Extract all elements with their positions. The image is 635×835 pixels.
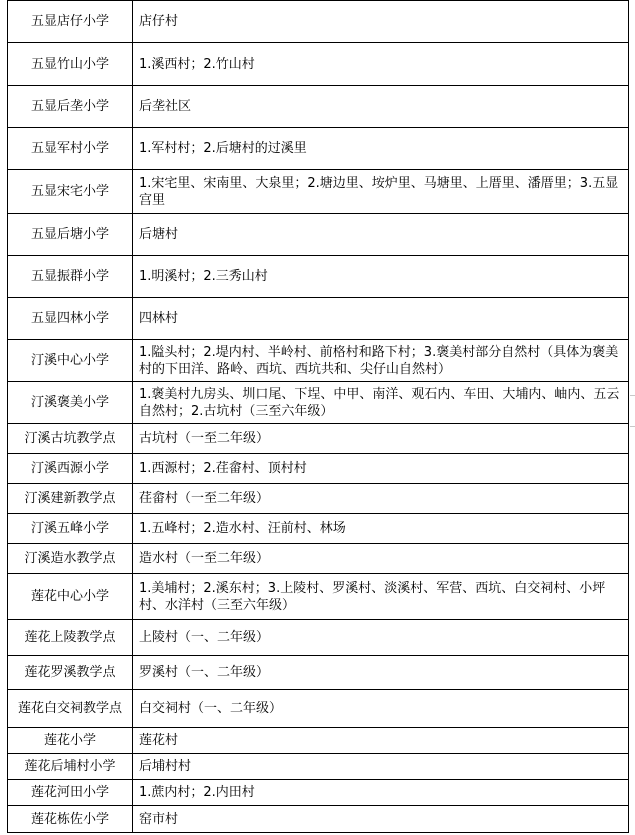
school-name-cell: 五显四林小学 bbox=[8, 298, 133, 340]
service-area-cell: 1.褒美村九房头、圳口尾、下埕、中甲、南洋、观石内、车田、大埔内、岫内、五云自然村；2.古坑村（三至六年级） bbox=[133, 382, 629, 424]
table-row bbox=[8, 690, 629, 728]
school-name-cell: 汀溪西源小学 bbox=[8, 454, 133, 484]
table-row bbox=[8, 514, 629, 544]
school-name-cell: 莲花栋佐小学 bbox=[8, 806, 133, 833]
service-area-cell: 1.美埔村；2.溪东村；3.上陵村、罗溪村、淡溪村、军营、西坑、白交祠村、小坪村、水洋村（三至六年级） bbox=[133, 574, 629, 620]
school-name-cell: 五显军村小学 bbox=[8, 128, 133, 170]
service-area-cell: 后垄社区 bbox=[133, 86, 629, 128]
table-row bbox=[8, 298, 629, 340]
table-row bbox=[8, 340, 629, 382]
table-row bbox=[8, 86, 629, 128]
table-row bbox=[8, 256, 629, 298]
service-area-cell: 店仔村 bbox=[133, 1, 629, 43]
school-name-cell: 五显店仔小学 bbox=[8, 1, 133, 43]
school-name-cell: 莲花中心小学 bbox=[8, 574, 133, 620]
table-row bbox=[8, 1, 629, 43]
table-row bbox=[8, 574, 629, 620]
page-edge-marker bbox=[630, 395, 635, 427]
school-name-cell: 五显振群小学 bbox=[8, 256, 133, 298]
service-area-cell: 1.明溪村；2.三秀山村 bbox=[133, 256, 629, 298]
school-name-cell: 五显后垄小学 bbox=[8, 86, 133, 128]
school-name-cell: 汀溪古坑教学点 bbox=[8, 424, 133, 454]
service-area-cell: 四林村 bbox=[133, 298, 629, 340]
school-name-cell: 莲花白交祠教学点 bbox=[8, 690, 133, 728]
service-area-cell: 1.五峰村；2.造水村、汪前村、林场 bbox=[133, 514, 629, 544]
service-area-cell: 白交祠村（一、二年级） bbox=[133, 690, 629, 728]
table-row bbox=[8, 43, 629, 86]
service-area-cell: 1.宋宅里、宋南里、大泉里；2.塘边里、垵炉里、马塘里、上厝里、潘厝里；3.五显宫里 bbox=[133, 170, 629, 214]
table-row bbox=[8, 424, 629, 454]
service-area-cell: 1.西源村；2.荏畲村、顶村村 bbox=[133, 454, 629, 484]
table-row bbox=[8, 544, 629, 574]
school-name-cell: 五显宋宅小学 bbox=[8, 170, 133, 214]
table-row bbox=[8, 806, 629, 833]
school-name-cell: 莲花上陵教学点 bbox=[8, 620, 133, 656]
table-row bbox=[8, 780, 629, 806]
service-area-cell: 上陵村（一、二年级） bbox=[133, 620, 629, 656]
service-area-cell: 窑市村 bbox=[133, 806, 629, 833]
service-area-cell: 1.军村村；2.后塘村的过溪里 bbox=[133, 128, 629, 170]
service-area-cell: 莲花村 bbox=[133, 728, 629, 754]
service-area-cell: 罗溪村（一、二年级） bbox=[133, 656, 629, 690]
school-name-cell: 五显后塘小学 bbox=[8, 214, 133, 256]
school-name-cell: 莲花小学 bbox=[8, 728, 133, 754]
table-row bbox=[8, 170, 629, 214]
school-name-cell: 五显竹山小学 bbox=[8, 43, 133, 86]
service-area-cell: 1.溪西村；2.竹山村 bbox=[133, 43, 629, 86]
service-area-cell: 1.蔗内村；2.内田村 bbox=[133, 780, 629, 806]
table-row bbox=[8, 620, 629, 656]
table-row bbox=[8, 754, 629, 780]
school-district-table bbox=[7, 0, 629, 833]
service-area-cell: 古坑村（一至二年级） bbox=[133, 424, 629, 454]
table-body bbox=[8, 1, 629, 833]
school-name-cell: 汀溪建新教学点 bbox=[8, 484, 133, 514]
service-area-cell: 后埔村村 bbox=[133, 754, 629, 780]
table-row bbox=[8, 382, 629, 424]
table-row bbox=[8, 454, 629, 484]
school-name-cell: 汀溪褒美小学 bbox=[8, 382, 133, 424]
school-name-cell: 莲花河田小学 bbox=[8, 780, 133, 806]
table-row bbox=[8, 728, 629, 754]
service-area-cell: 后塘村 bbox=[133, 214, 629, 256]
school-name-cell: 莲花后埔村小学 bbox=[8, 754, 133, 780]
school-name-cell: 汀溪五峰小学 bbox=[8, 514, 133, 544]
table-row bbox=[8, 128, 629, 170]
school-name-cell: 莲花罗溪教学点 bbox=[8, 656, 133, 690]
school-name-cell: 汀溪中心小学 bbox=[8, 340, 133, 382]
table-row bbox=[8, 484, 629, 514]
table-row bbox=[8, 214, 629, 256]
service-area-cell: 1.隘头村；2.堤内村、半岭村、前格村和路下村；3.褒美村部分自然村（具体为褒美村的下田洋、路岭、西坑、西坑共和、尖仔山自然村） bbox=[133, 340, 629, 382]
service-area-cell: 荏畲村（一至二年级） bbox=[133, 484, 629, 514]
service-area-cell: 造水村（一至二年级） bbox=[133, 544, 629, 574]
table-row bbox=[8, 656, 629, 690]
school-name-cell: 汀溪造水教学点 bbox=[8, 544, 133, 574]
